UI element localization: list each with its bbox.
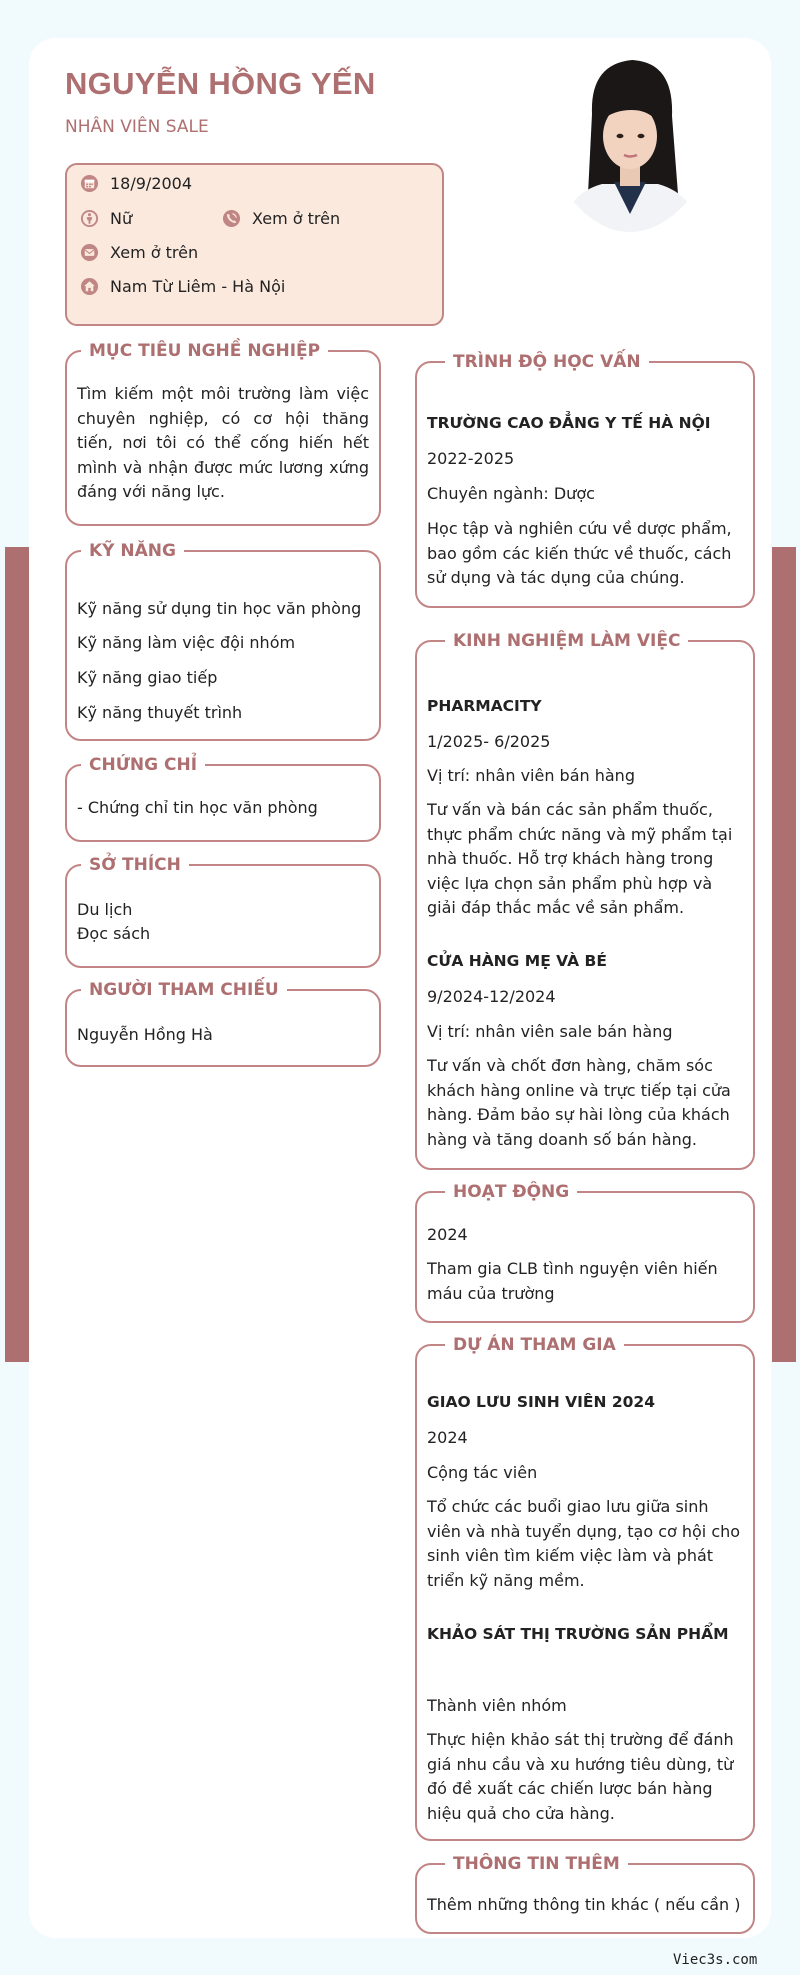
calendar-icon <box>80 174 99 193</box>
education-description: Học tập và nghiên cứu về dược phẩm, bao gồm các kiến thức về thuốc, cách sử dụng và tác dụng của chúng. <box>427 519 732 587</box>
email-icon <box>80 243 99 262</box>
right-decor-band <box>772 547 796 1362</box>
project-description: Tổ chức các buổi giao lưu giữa sinh viên và nhà tuyển dụng, tạo cơ hội cho sinh viên tìm kiếm việc làm và phát triển kỹ năng mềm. <box>427 1497 741 1590</box>
gender-text: Nữ <box>110 209 133 228</box>
job-company: CỬA HÀNG MẸ VÀ BÉ <box>427 952 607 970</box>
reference-section <box>65 980 381 1067</box>
job-position: Vị trí: nhân viên bán hàng <box>427 766 635 785</box>
education-section <box>415 352 755 608</box>
objective-text: Tìm kiếm một môi trường làm việc chuyên nghiệp, có cơ hội thăng tiến, nơi tôi có thể cống hiến hết mình và nhận được mức lương xứng đáng với năng lực. <box>77 384 369 501</box>
certificate-item: - Chứng chỉ tin học văn phòng <box>77 798 318 817</box>
skills-section <box>65 541 381 741</box>
phone-row <box>222 209 340 228</box>
phone-icon <box>222 209 241 228</box>
objective-section <box>65 341 381 526</box>
job-period: 1/2025- 6/2025 <box>427 732 551 751</box>
job-description: Tư vấn và bán các sản phẩm thuốc, thực phẩm chức năng và mỹ phẩm tại nhà thuốc. Hỗ trợ khách hàng trong việc lựa chọn sản phẩm phù hợp và giải đáp thắc mắc về sản phẩm. <box>427 800 733 917</box>
skill-item: Kỹ năng giao tiếp <box>77 668 218 687</box>
birthday-text: 18/9/2004 <box>110 174 193 193</box>
project-role: Cộng tác viên <box>427 1463 538 1482</box>
hobbies-title: SỞ THÍCH <box>81 853 189 877</box>
experience-title: KINH NGHIỆM LÀM VIỆC <box>445 629 688 653</box>
address-text: Nam Từ Liêm - Hà Nội <box>110 277 286 296</box>
birthday-row <box>80 174 192 193</box>
activity-year: 2024 <box>427 1225 468 1244</box>
hobbies-section <box>65 855 381 968</box>
gender-row <box>80 209 132 228</box>
phone-text: Xem ở trên <box>252 209 341 228</box>
projects-section <box>415 1335 755 1841</box>
project-name: KHẢO SÁT THỊ TRƯỜNG SẢN PHẨM <box>427 1625 729 1643</box>
certificates-section <box>65 755 381 842</box>
watermark: Viec3s.com <box>673 1952 758 1968</box>
additional-info-section <box>415 1854 755 1934</box>
job-company: PHARMACITY <box>427 697 542 715</box>
hobby-item: Du lịch <box>77 900 133 919</box>
skill-item: Kỹ năng sử dụng tin học văn phòng <box>77 599 362 618</box>
gender-icon <box>80 209 99 228</box>
additional-info-text: Thêm những thông tin khác ( nếu cần ) <box>427 1895 741 1914</box>
home-icon <box>80 277 99 296</box>
projects-title: DỰ ÁN THAM GIA <box>445 1333 624 1357</box>
job-period: 9/2024-12/2024 <box>427 987 556 1006</box>
contact-info-box <box>65 163 444 326</box>
candidate-name: NGUYỄN HỒNG YẾN <box>65 66 376 101</box>
education-title: TRÌNH ĐỘ HỌC VẤN <box>445 350 649 374</box>
reference-title: NGƯỜI THAM CHIẾU <box>81 978 287 1002</box>
project-year: 2024 <box>427 1428 468 1447</box>
skill-item: Kỹ năng làm việc đội nhóm <box>77 633 296 652</box>
job-title: NHÂN VIÊN SALE <box>65 117 209 137</box>
education-period: 2022-2025 <box>427 449 515 468</box>
hobby-item: Đọc sách <box>77 924 151 943</box>
job-position: Vị trí: nhân viên sale bán hàng <box>427 1022 673 1041</box>
additional-info-title: THÔNG TIN THÊM <box>445 1852 628 1876</box>
project-description: Thực hiện khảo sát thị trường để đánh giá nhu cầu và xu hướng tiêu dùng, từ đó đề xuất các chiến lược bán hàng hiệu quả cho cửa hàng. <box>427 1730 734 1823</box>
left-decor-band <box>5 547 29 1362</box>
skills-title: KỸ NĂNG <box>81 539 184 563</box>
reference-name: Nguyễn Hồng Hà <box>77 1025 213 1044</box>
project-name: GIAO LƯU SINH VIÊN 2024 <box>427 1393 655 1411</box>
experience-section <box>415 631 755 1170</box>
certificates-title: CHỨNG CHỈ <box>81 753 205 777</box>
skill-item: Kỹ năng thuyết trình <box>77 703 243 722</box>
email-row <box>80 243 198 262</box>
address-row <box>80 277 285 296</box>
email-text: Xem ở trên <box>110 243 199 262</box>
activities-title: HOẠT ĐỘNG <box>445 1180 577 1204</box>
job-description: Tư vấn và chốt đơn hàng, chăm sóc khách hàng online và trực tiếp tại cửa hàng. Đảm bảo sự hài lòng của khách hàng và tăng doanh số bán hàng. <box>427 1056 731 1149</box>
education-major: Chuyên ngành: Dược <box>427 484 595 503</box>
objective-title: MỤC TIÊU NGHỀ NGHIỆP <box>81 339 328 363</box>
school-name: TRƯỜNG CAO ĐẲNG Y TẾ HÀ NỘI <box>427 414 711 432</box>
activity-description: Tham gia CLB tình nguyện viên hiến máu của trường <box>427 1259 718 1303</box>
activities-section <box>415 1182 755 1323</box>
profile-photo <box>552 54 709 232</box>
project-role: Thành viên nhóm <box>427 1696 567 1715</box>
